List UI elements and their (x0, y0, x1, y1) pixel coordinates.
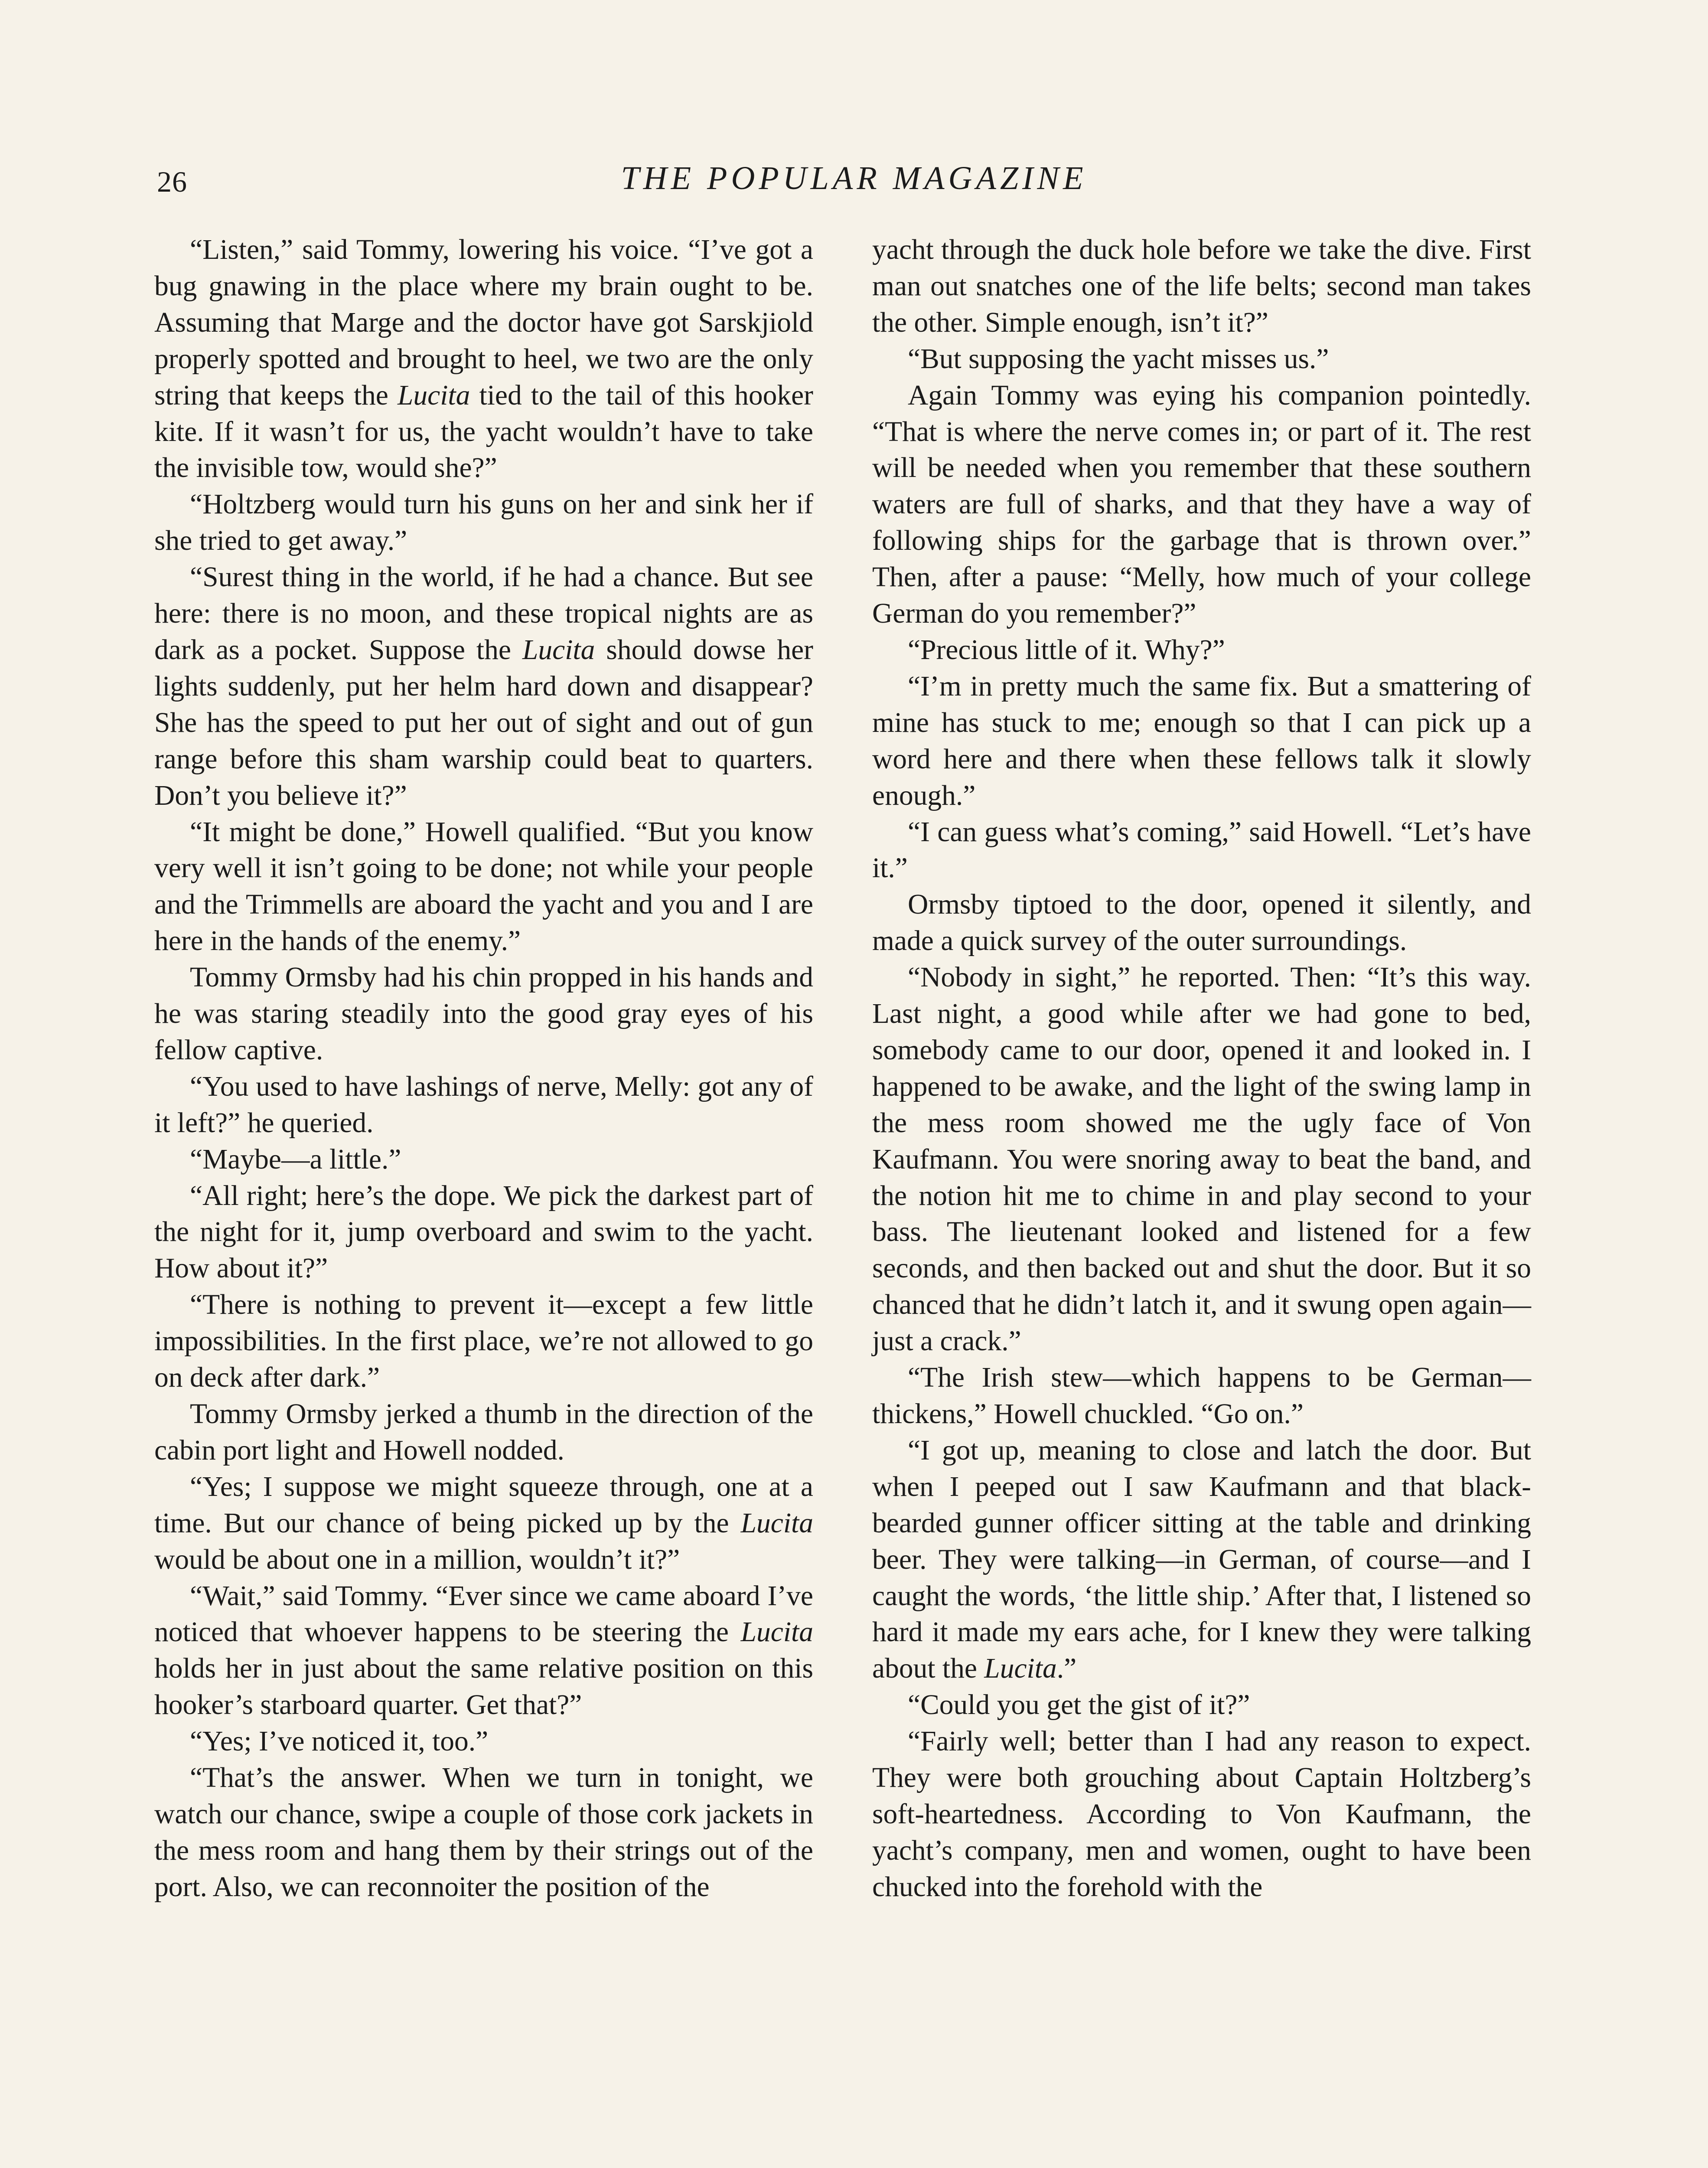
paragraph: “Holtzberg would turn his guns on her and sink her if she tried to get away.” (154, 489, 813, 557)
paragraph: “Wait,” said Tommy. “Ever since we came aboard I’ve noticed that whoever happens to be steering the Lucita holds her in just about the same relative position on this hooker’s starboard quarter. Get that?” (154, 1580, 813, 1721)
paragraph: Ormsby tiptoed to the door, opened it silently, and made a quick survey of the outer surroundings. (872, 889, 1531, 957)
ship-name: Lucita (397, 379, 470, 411)
paragraph: “Yes; I suppose we might squeeze through, one at a time. But our chance of being picked up by the Lucita would be about one in a million, wouldn’t it?” (154, 1471, 813, 1575)
paragraph: “Surest thing in the world, if he had a chance. But see here: there is no moon, and these tropical nights are as dark as a pocket. Suppose the Lucita should dowse her lights suddenly, put her helm hard down and disappear? She has the speed to put her out of sight and out of gun range before this sham warship could beat to quarters. Don’t you believe it?” (154, 562, 813, 811)
ship-name: Lucita (740, 1616, 813, 1648)
paragraph: “Nobody in sight,” he reported. Then: “It’s this way. Last night, a good while after we had gone to bed, somebody came to our door, opened it and looked in. I happened to be awake, and the light of the swing lamp in the mess room showed me the ugly face of Von Kaufmann. You were snoring away to beat the band, and the notion hit me to chime in and play second to your bass. The lieutenant looked and listened for a few seconds, and then backed out and shut the door. But it so chanced that he didn’t latch it, and it swung open again—just a crack.” (872, 962, 1531, 1357)
paragraph: “All right; here’s the dope. We pick the darkest part of the night for it, jump overboard and swim to the yacht. How about it?” (154, 1180, 813, 1284)
paragraph: Again Tommy was eying his companion pointedly. “That is where the nerve comes in; or part of it. The rest will be needed when you remember that these southern waters are full of sharks, and that they have a way of following ships for the garbage that is thrown over.” Then, after a pause: “Melly, how much of your college German do you remember?” (872, 379, 1531, 630)
paragraph: “Precious little of it. Why?” (908, 634, 1225, 666)
paragraph: yacht through the duck hole before we take the dive. First man out snatches one of the life belts; second man takes the other. Simple enough, isn’t it?” (872, 234, 1531, 338)
ship-name: Lucita (740, 1507, 813, 1539)
paragraph: “But supposing the yacht misses us.” (908, 343, 1329, 375)
paragraph: “I’m in pretty much the same fix. But a smattering of mine has stuck to me; enough so that I can pick up a word here and there when these fellows talk it slowly enough.” (872, 670, 1531, 811)
paragraph: “I got up, meaning to close and latch the door. But when I peeped out I saw Kaufmann and that black-bearded gunner officer sitting at the table and drinking beer. They were talking—in German, of course—and I caught the words, ‘the little ship.’ After that, I listened so hard it made my ears ache, for I knew they were talking about the Lucita.” (872, 1434, 1531, 1685)
left-column (154, 232, 813, 1906)
paragraph: “It might be done,” Howell qualified. “But you know very well it isn’t going to be done; not while your people and the Trimmells are aboard the yacht and you and I are here in the hands of the enemy.” (154, 816, 813, 957)
ship-name: Lucita (522, 634, 595, 666)
right-column (872, 232, 1531, 1906)
paragraph: “Maybe—a little.” (190, 1143, 401, 1175)
running-head: THE POPULAR MAGAZINE (621, 160, 1087, 196)
paragraph: Tommy Ormsby jerked a thumb in the direction of the cabin port light and Howell nodded. (154, 1398, 813, 1466)
paragraph: “There is nothing to prevent it—except a few little impossibilities. In the first place, we’re not allowed to go on deck after dark.” (154, 1289, 813, 1394)
paragraph: “Could you get the gist of it?” (908, 1689, 1250, 1721)
paragraph: Tommy Ormsby had his chin propped in his hands and he was staring steadily into the good gray eyes of his fellow captive. (154, 962, 813, 1066)
paragraph: “Yes; I’ve noticed it, too.” (190, 1726, 489, 1757)
page-number: 26 (157, 165, 187, 198)
paragraph: “Listen,” said Tommy, lowering his voice. “I’ve got a bug gnawing in the place where my brain ought to be. Assuming that Marge and the doctor have got Sarskjiold properly spotted and brought to heel, we two are the only string that keeps the Lucita tied to the tail of this hooker kite. If it wasn’t for us, the yacht wouldn’t have to take the invisible tow, would she?” (154, 234, 813, 484)
paragraph: “The Irish stew—which happens to be German—thickens,” Howell chuckled. “Go on.” (872, 1362, 1531, 1430)
paragraph: “You used to have lashings of nerve, Melly: got any of it left?” he queried. (154, 1071, 813, 1139)
paragraph: “That’s the answer. When we turn in tonight, we watch our chance, swipe a couple of those cork jackets in the mess room and hang them by their strings out of the port. Also, we can reconnoiter the position of the (154, 1762, 813, 1903)
paragraph: “Fairly well; better than I had any reason to expect. They were both grouching about Captain Holtzberg’s soft-heartedness. According to Von Kaufmann, the yacht’s company, men and women, ought to have been chucked into the forehold with the (872, 1726, 1531, 1903)
paragraph: “I can guess what’s coming,” said Howell. “Let’s have it.” (872, 816, 1531, 884)
ship-name: Lucita (984, 1653, 1057, 1685)
